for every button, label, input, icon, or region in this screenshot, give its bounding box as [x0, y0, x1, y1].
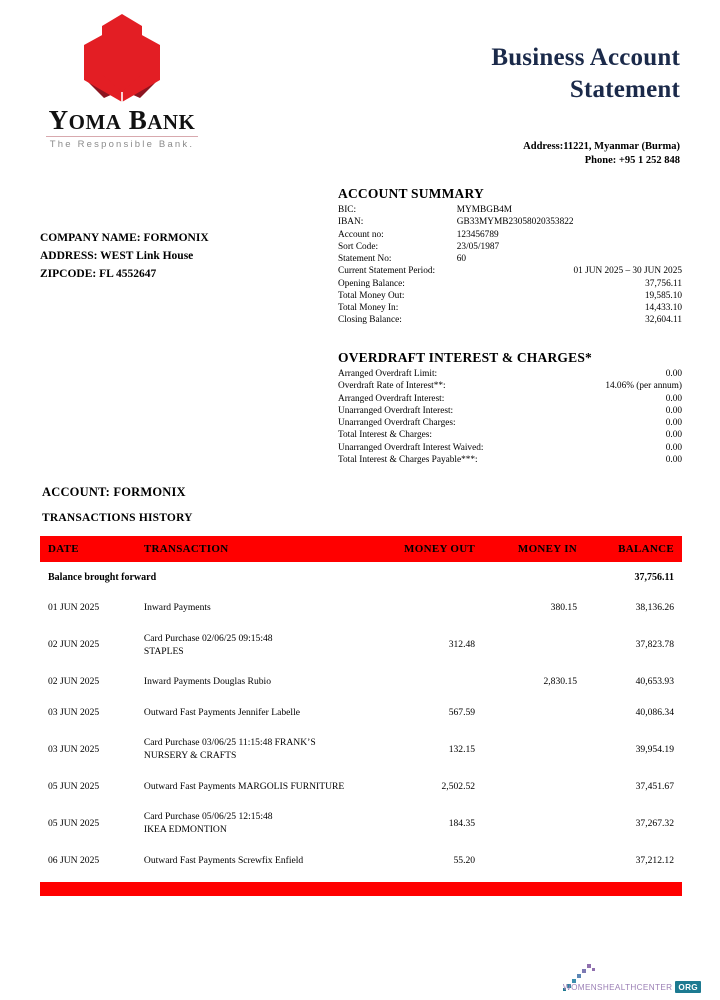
row-balance: 37,212.12 [635, 854, 674, 866]
row-description [136, 846, 377, 877]
row-money-in: 380.15 [550, 602, 578, 614]
summary-row [338, 454, 682, 466]
summary-row-label: Total Money In: [338, 303, 399, 314]
watermark-row [563, 981, 701, 993]
summary-row-amount: 0.00 [665, 393, 682, 404]
bank-logo-block [32, 12, 212, 150]
summary-row [338, 314, 682, 326]
column-header-date: DATE [40, 536, 136, 562]
row-money-in [483, 772, 585, 803]
row-description-line1: Inward Payments [143, 602, 211, 614]
summary-row-amount [574, 216, 682, 228]
summary-row [338, 241, 682, 253]
row-description-line1: Outward Fast Payments Jennifer Labelle [143, 706, 301, 718]
table-bottom-red-bar [40, 882, 682, 896]
summary-row-amount [574, 204, 682, 216]
summary-row-amount: 37,756.11 [645, 278, 682, 289]
summary-row-amount: 0.00 [665, 418, 682, 429]
watermark-org-badge: ORG [675, 981, 701, 993]
overdraft-rows [338, 368, 682, 466]
row-money-in [483, 624, 585, 667]
summary-row-label: Total Interest & Charges Payable***: [338, 454, 478, 465]
summary-row [338, 216, 682, 228]
summary-row [338, 253, 682, 265]
summary-row-label: Current Statement Period: [338, 266, 436, 277]
summary-row [338, 380, 682, 392]
summary-row-label: Opening Balance: [338, 278, 405, 289]
summary-row-label: Total Interest & Charges: [338, 430, 432, 441]
row-date: 03 JUN 2025 [48, 706, 100, 718]
company-details-block [40, 230, 320, 283]
row-balance: 40,086.34 [635, 706, 674, 718]
row-date: 01 JUN 2025 [48, 602, 100, 614]
account-summary-panel [338, 186, 682, 327]
summary-row-amount: 0.00 [665, 405, 682, 416]
transactions-table-head [40, 536, 682, 562]
summary-row [338, 204, 682, 216]
row-balance: 40,653.93 [635, 676, 674, 688]
document-title [260, 42, 680, 106]
column-header-transaction: TRANSACTION [136, 536, 377, 562]
summary-row-amount: 14.06% (per annum) [605, 381, 682, 392]
account-summary-rows [338, 204, 682, 327]
summary-row-amount [574, 241, 682, 253]
row-description-line1: Outward Fast Payments MARGOLIS FURNITURE [143, 780, 345, 792]
summary-row-label: Arranged Overdraft Limit: [338, 369, 438, 379]
row-description-line1: Card Purchase 05/06/25 12:15:48 [143, 811, 273, 823]
row-date: 02 JUN 2025 [48, 639, 100, 651]
row-date: 06 JUN 2025 [48, 854, 100, 866]
summary-row-value [457, 314, 574, 326]
overdraft-table [338, 368, 682, 466]
brought-forward-balance: 37,756.11 [634, 572, 674, 583]
balance-brought-forward-row [40, 562, 682, 593]
row-money-in [483, 728, 585, 771]
summary-row-amount: 32,604.11 [645, 315, 682, 326]
bank-contact-block [260, 140, 680, 168]
logo-divider [46, 136, 198, 137]
row-description-line2: IKEA EDMONTION [143, 824, 227, 836]
bank-phone: Phone: +95 1 252 848 [584, 155, 680, 167]
summary-row-label: Unarranged Overdraft Charges: [338, 418, 456, 429]
row-money-out: 55.20 [453, 854, 476, 866]
summary-row-value: 123456789 [456, 229, 499, 240]
row-balance: 37,451.67 [635, 780, 674, 792]
row-balance: 38,136.26 [635, 602, 674, 614]
table-row [40, 772, 682, 803]
row-description-line1: Inward Payments Douglas Rubio [143, 676, 271, 688]
summary-row-label: Total Money Out: [338, 290, 405, 301]
transactions-table-wrap [40, 536, 682, 896]
table-row [40, 667, 682, 698]
row-money-in [483, 846, 585, 877]
row-date: 05 JUN 2025 [48, 817, 100, 829]
summary-row-amount [574, 229, 682, 241]
summary-row-value [457, 265, 574, 277]
row-description [136, 772, 377, 803]
row-description-line1: Card Purchase 03/06/25 11:15:48 FRANK’S [143, 737, 316, 749]
summary-row-amount [574, 253, 682, 265]
footer-watermark [563, 963, 698, 993]
brought-forward-in [483, 562, 585, 593]
summary-row-label: Sort Code: [338, 241, 379, 252]
summary-row-amount: 0.00 [665, 442, 682, 453]
summary-row-amount: 01 JUN 2025 – 30 JUN 2025 [573, 266, 682, 277]
row-money-out [376, 667, 483, 698]
summary-row-amount: 0.00 [665, 430, 682, 441]
table-row [40, 593, 682, 624]
table-row [40, 698, 682, 729]
transactions-history-heading: TRANSACTIONS HISTORY [42, 512, 193, 524]
row-description-line1: Outward Fast Payments Screwfix Enfield [143, 854, 304, 866]
row-balance: 37,823.78 [635, 639, 674, 651]
watermark-text: WOMENSHEALTHCENTER [563, 982, 673, 992]
summary-row-amount: 19,585.10 [644, 290, 682, 301]
row-date: 03 JUN 2025 [48, 743, 100, 755]
bank-tagline: The Responsible Bank. [49, 139, 195, 151]
row-money-out: 184.35 [448, 817, 476, 829]
summary-row [338, 442, 682, 454]
summary-row-value: GB33MYMB23058020353822 [456, 217, 574, 228]
row-date: 05 JUN 2025 [48, 780, 100, 792]
row-description [136, 667, 377, 698]
summary-row [338, 429, 682, 441]
row-money-out: 567.59 [448, 706, 476, 718]
summary-row-value [457, 290, 574, 302]
column-header-money-out: MONEY OUT [376, 536, 483, 562]
summary-row [338, 265, 682, 277]
row-balance: 37,267.32 [635, 817, 674, 829]
row-money-in [483, 802, 585, 845]
row-money-in: 2,830.15 [543, 676, 578, 688]
row-description [136, 593, 377, 624]
table-row [40, 728, 682, 771]
summary-row [338, 405, 682, 417]
bank-name: YOMA BANK [48, 105, 196, 135]
summary-row-label: Account no: [338, 229, 384, 240]
row-description [136, 728, 377, 771]
summary-row-label: Arranged Overdraft Interest: [338, 393, 445, 404]
row-money-out: 2,502.52 [441, 780, 476, 792]
summary-row-label: Unarranged Overdraft Interest: [338, 405, 454, 416]
account-summary-title: ACCOUNT SUMMARY [338, 186, 484, 201]
row-money-in [483, 698, 585, 729]
transactions-table [40, 536, 682, 876]
table-row [40, 846, 682, 877]
summary-row-amount: 0.00 [665, 369, 682, 379]
summary-row-label: Statement No: [338, 254, 392, 265]
document-title-line2: Statement [569, 76, 680, 103]
table-row [40, 624, 682, 667]
summary-row-amount: 14,433.10 [644, 303, 682, 314]
column-header-balance: BALANCE [585, 536, 682, 562]
row-money-out: 132.15 [448, 743, 476, 755]
brought-forward-out [376, 562, 483, 593]
row-description-line1: Card Purchase 02/06/25 09:15:48 [143, 632, 273, 644]
row-money-out [376, 593, 483, 624]
transactions-table-body [40, 562, 682, 876]
account-heading: ACCOUNT: FORMONIX [42, 485, 186, 499]
summary-row [338, 278, 682, 290]
overdraft-title: OVERDRAFT INTEREST & CHARGES* [338, 350, 592, 365]
summary-row [338, 368, 682, 380]
summary-row [338, 393, 682, 405]
row-money-out: 312.48 [448, 639, 476, 651]
row-description [136, 802, 377, 845]
account-summary-table [338, 204, 682, 327]
bank-address: Address:11221, Myanmar (Burma) [523, 141, 680, 152]
summary-row-label: Unarranged Overdraft Interest Waived: [338, 442, 484, 453]
yoma-paddy-grain-logo-icon [66, 12, 178, 104]
summary-row-label: Closing Balance: [338, 315, 402, 326]
company-name: COMPANY NAME: FORMONIX [40, 232, 209, 244]
row-description-line2: STAPLES [143, 645, 184, 657]
summary-row-label: Overdraft Rate of Interest**: [338, 381, 446, 392]
summary-row [338, 417, 682, 429]
company-zipcode: ZIPCODE: FL 4552647 [40, 267, 157, 280]
brought-forward-label: Balance brought forward [48, 572, 157, 583]
row-description-line2: NURSERY & CRAFTS [143, 750, 237, 762]
company-address: ADDRESS: WEST Link House [40, 249, 194, 262]
column-header-money-in: MONEY IN [483, 536, 585, 562]
document-header [0, 0, 720, 180]
summary-row-label: IBAN: [338, 217, 364, 228]
document-title-line1: Business Account [491, 44, 680, 71]
summary-row-amount: 0.00 [665, 454, 682, 465]
row-balance: 39,954.19 [635, 743, 674, 755]
row-date: 02 JUN 2025 [48, 676, 100, 688]
table-row [40, 802, 682, 845]
summary-row-value: 23/05/1987 [456, 241, 500, 252]
overdraft-panel [338, 350, 682, 466]
summary-row-label: BIC: [338, 205, 357, 215]
summary-row-value: 60 [456, 254, 467, 265]
row-description [136, 698, 377, 729]
row-description [136, 624, 377, 667]
summary-row-value: MYMBGB4M [456, 205, 513, 215]
summary-row-value [457, 302, 574, 314]
table-header-row [40, 536, 682, 562]
summary-row [338, 229, 682, 241]
summary-row-value [457, 278, 574, 290]
summary-row [338, 290, 682, 302]
summary-row [338, 302, 682, 314]
